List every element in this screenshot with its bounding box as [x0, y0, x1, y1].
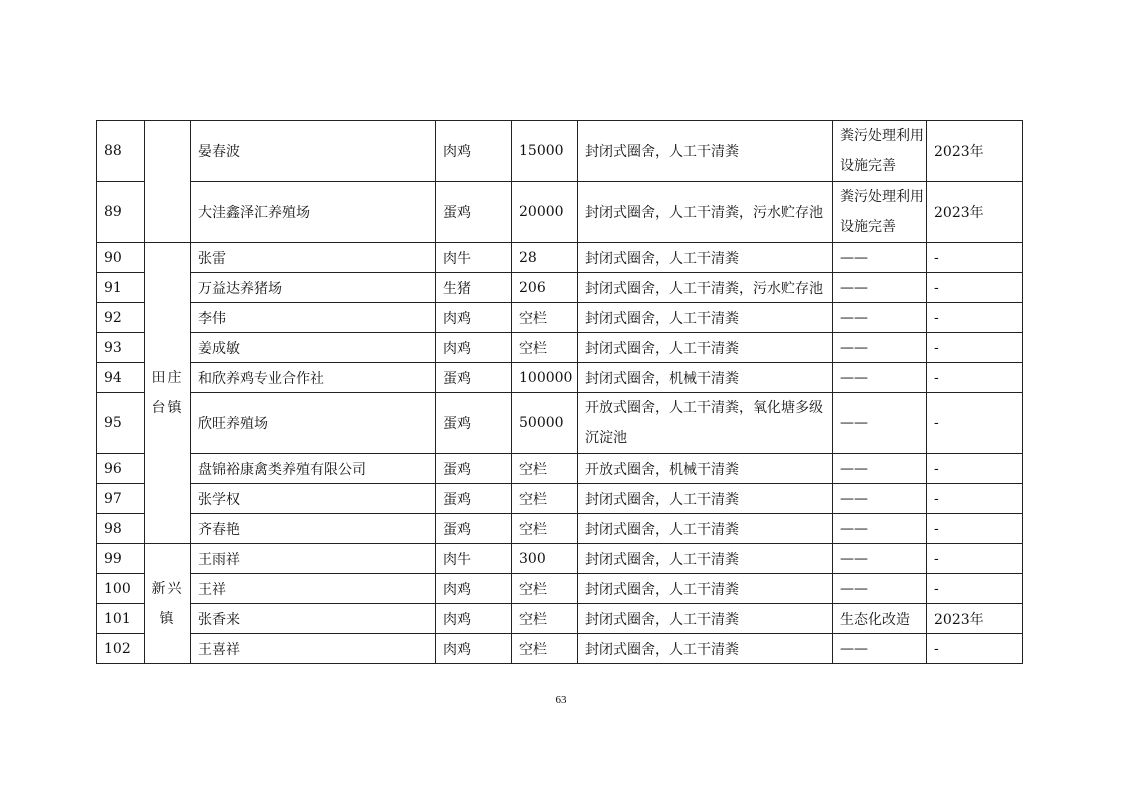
facility: 封闭式圈舍，人工干清粪 — [578, 121, 833, 182]
livestock-count: 空栏 — [512, 303, 578, 333]
livestock-count: 50000 — [512, 393, 578, 454]
farm-name: 万益达养猪场 — [191, 273, 436, 303]
year: - — [927, 243, 1023, 273]
livestock-count: 空栏 — [512, 604, 578, 634]
measure: —— — [833, 514, 927, 544]
facility: 封闭式圈舍，人工干清粪 — [578, 333, 833, 363]
livestock-type: 肉鸡 — [436, 604, 512, 634]
livestock-count: 206 — [512, 273, 578, 303]
farm-name: 张香来 — [191, 604, 436, 634]
farm-name: 王祥 — [191, 574, 436, 604]
livestock-type: 生猪 — [436, 273, 512, 303]
year: - — [927, 393, 1023, 454]
livestock-count: 空栏 — [512, 574, 578, 604]
row-number: 94 — [97, 363, 145, 393]
measure: 生态化改造 — [833, 604, 927, 634]
facility: 封闭式圈舍，人工干清粪 — [578, 604, 833, 634]
measure: —— — [833, 544, 927, 574]
measure: —— — [833, 303, 927, 333]
row-number: 98 — [97, 514, 145, 544]
livestock-type: 蛋鸡 — [436, 514, 512, 544]
row-number: 95 — [97, 393, 145, 454]
livestock-type: 蛋鸡 — [436, 393, 512, 454]
livestock-type: 蛋鸡 — [436, 454, 512, 484]
year: - — [927, 454, 1023, 484]
facility: 封闭式圈舍，机械干清粪 — [578, 363, 833, 393]
row-number: 90 — [97, 243, 145, 273]
year: 2023年 — [927, 604, 1023, 634]
year: - — [927, 544, 1023, 574]
facility: 封闭式圈舍，人工干清粪 — [578, 544, 833, 574]
livestock-type: 肉牛 — [436, 544, 512, 574]
town-tianzhuangtai: 田庄台镇 — [145, 243, 191, 544]
measure: —— — [833, 273, 927, 303]
row-number: 93 — [97, 333, 145, 363]
livestock-count: 空栏 — [512, 634, 578, 664]
table-row — [97, 484, 1023, 514]
measure: —— — [833, 363, 927, 393]
row-number: 88 — [97, 121, 145, 182]
table-row — [97, 393, 1023, 454]
table-row — [97, 604, 1023, 634]
livestock-count: 20000 — [512, 182, 578, 243]
year: - — [927, 303, 1023, 333]
year: - — [927, 574, 1023, 604]
year: - — [927, 514, 1023, 544]
table-row — [97, 243, 1023, 273]
farm-name: 欣旺养殖场 — [191, 393, 436, 454]
table-row — [97, 333, 1023, 363]
year: 2023年 — [927, 121, 1023, 182]
farm-name: 张学权 — [191, 484, 436, 514]
facility: 封闭式圈舍，人工干清粪 — [578, 574, 833, 604]
farm-name: 王雨祥 — [191, 544, 436, 574]
livestock-count: 空栏 — [512, 514, 578, 544]
facility: 封闭式圈舍，人工干清粪，污水贮存池 — [578, 273, 833, 303]
livestock-count: 空栏 — [512, 454, 578, 484]
farm-name: 盘锦裕康禽类养殖有限公司 — [191, 454, 436, 484]
facility: 封闭式圈舍，人工干清粪 — [578, 634, 833, 664]
livestock-count: 空栏 — [512, 333, 578, 363]
table-row — [97, 634, 1023, 664]
year: - — [927, 363, 1023, 393]
year: 2023年 — [927, 182, 1023, 243]
row-number: 99 — [97, 544, 145, 574]
year: - — [927, 484, 1023, 514]
measure: —— — [833, 333, 927, 363]
town-cell — [145, 121, 191, 243]
livestock-count: 100000 — [512, 363, 578, 393]
measure: —— — [833, 634, 927, 664]
page-number: 63 — [555, 694, 567, 706]
year: - — [927, 634, 1023, 664]
row-number: 89 — [97, 182, 145, 243]
measure: 粪污处理利用设施完善 — [833, 182, 927, 243]
measure: —— — [833, 484, 927, 514]
farm-name: 和欣养鸡专业合作社 — [191, 363, 436, 393]
table-row — [97, 454, 1023, 484]
measure: —— — [833, 454, 927, 484]
measure: —— — [833, 574, 927, 604]
table-row — [97, 574, 1023, 604]
table-row — [97, 514, 1023, 544]
measure: —— — [833, 393, 927, 454]
measure: 粪污处理利用设施完善 — [833, 121, 927, 182]
row-number: 102 — [97, 634, 145, 664]
year: - — [927, 273, 1023, 303]
farm-name: 王喜祥 — [191, 634, 436, 664]
row-number: 101 — [97, 604, 145, 634]
livestock-type: 肉鸡 — [436, 303, 512, 333]
row-number: 92 — [97, 303, 145, 333]
row-number: 91 — [97, 273, 145, 303]
farm-name: 张雷 — [191, 243, 436, 273]
facility: 封闭式圈舍，人工干清粪 — [578, 484, 833, 514]
table-row — [97, 121, 1023, 182]
farm-table — [96, 120, 1023, 664]
livestock-type: 蛋鸡 — [436, 363, 512, 393]
facility: 封闭式圈舍，人工干清粪，污水贮存池 — [578, 182, 833, 243]
facility: 封闭式圈舍，人工干清粪 — [578, 243, 833, 273]
farm-name: 大洼鑫泽汇养殖场 — [191, 182, 436, 243]
farm-name: 姜成敏 — [191, 333, 436, 363]
farm-name: 李伟 — [191, 303, 436, 333]
livestock-type: 蛋鸡 — [436, 182, 512, 243]
table-row — [97, 363, 1023, 393]
table-row — [97, 303, 1023, 333]
livestock-type: 肉牛 — [436, 243, 512, 273]
livestock-type: 肉鸡 — [436, 634, 512, 664]
table-row — [97, 544, 1023, 574]
livestock-type: 蛋鸡 — [436, 484, 512, 514]
table-row — [97, 182, 1023, 243]
livestock-count: 15000 — [512, 121, 578, 182]
livestock-count: 300 — [512, 544, 578, 574]
livestock-type: 肉鸡 — [436, 121, 512, 182]
facility: 封闭式圈舍，人工干清粪 — [578, 514, 833, 544]
livestock-type: 肉鸡 — [436, 333, 512, 363]
year: - — [927, 333, 1023, 363]
farm-name: 晏春波 — [191, 121, 436, 182]
row-number: 97 — [97, 484, 145, 514]
row-number: 96 — [97, 454, 145, 484]
livestock-count: 28 — [512, 243, 578, 273]
row-number: 100 — [97, 574, 145, 604]
facility: 封闭式圈舍，人工干清粪 — [578, 303, 833, 333]
facility: 开放式圈舍，人工干清粪，氧化塘多级沉淀池 — [578, 393, 833, 454]
livestock-type: 肉鸡 — [436, 574, 512, 604]
livestock-count: 空栏 — [512, 484, 578, 514]
measure: —— — [833, 243, 927, 273]
farm-name: 齐春艳 — [191, 514, 436, 544]
table-row — [97, 273, 1023, 303]
town-xinxing: 新兴镇 — [145, 544, 191, 664]
facility: 开放式圈舍，机械干清粪 — [578, 454, 833, 484]
